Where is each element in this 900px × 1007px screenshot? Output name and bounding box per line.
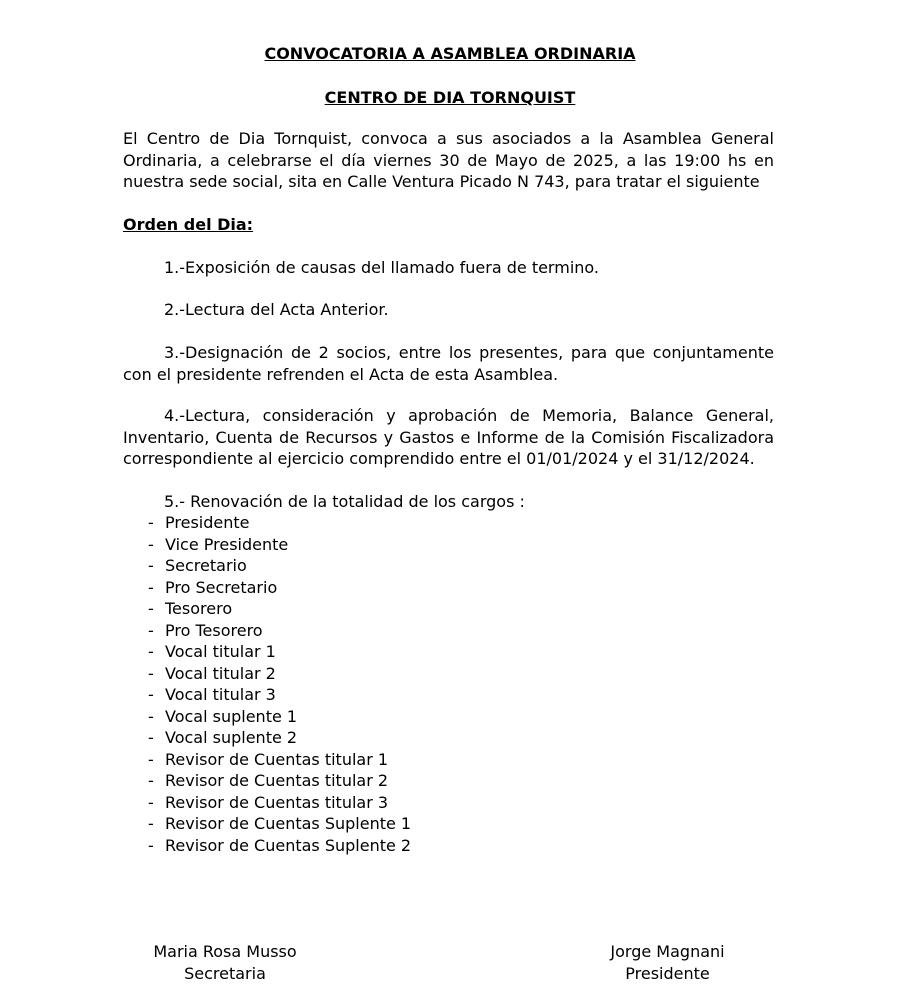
cargo-label: Pro Tesorero <box>165 620 263 640</box>
list-item <box>148 534 411 556</box>
list-bullet: - <box>148 556 154 575</box>
document-subtitle: CENTRO DE DIA TORNQUIST <box>324 88 576 107</box>
list-item <box>148 641 411 663</box>
list-item <box>148 835 411 857</box>
list-item <box>148 684 411 706</box>
list-item <box>148 663 411 685</box>
signature-block-secretaria <box>140 941 310 984</box>
signature-name: Maria Rosa Musso <box>153 942 297 961</box>
agenda-item-1: 1.-Exposición de causas del llamado fuera de termino. <box>164 258 599 277</box>
cargo-label: Secretario <box>165 556 247 575</box>
cargo-label: Pro Secretario <box>165 577 278 597</box>
cargo-label: Vocal titular 3 <box>165 685 276 704</box>
list-item <box>148 512 411 534</box>
intro-paragraph: El Centro de Dia Tornquist, convoca a sus asociados a la Asamblea General Ordinaria, a celebrarse el día viernes 30 de Mayo de 2025, a las 19:00 hs en nuestra sede social, sita en Calle Ventura Picado N 743, para tratar el siguiente <box>123 129 774 191</box>
cargo-label: Revisor de Cuentas Suplente 2 <box>165 835 412 855</box>
list-bullet: - <box>148 792 154 812</box>
list-item <box>148 555 411 577</box>
agenda-item-3: 3.-Designación de 2 socios, entre los presentes, para que conjuntamente con el presidente refrenden el Acta de esta Asamblea. <box>123 343 774 384</box>
list-bullet: - <box>148 835 154 855</box>
cargo-label: Vice Presidente <box>165 534 289 554</box>
cargo-label: Revisor de Cuentas titular 2 <box>165 771 389 790</box>
list-bullet: - <box>148 749 154 769</box>
agenda-item-4: 4.-Lectura, consideración y aprobación de Memoria, Balance General, Inventario, Cuenta de Recursos y Gastos e Informe de la Comisión Fiscalizadora correspondiente al ejercicio comprendido entre el 01/01/2024 y el 31/12/2024. <box>123 406 774 468</box>
signature-role: Presidente <box>625 963 710 983</box>
list-item <box>148 598 411 620</box>
cargo-label: Revisor de Cuentas titular 1 <box>165 749 389 769</box>
list-bullet: - <box>148 685 154 704</box>
cargo-label: Tesorero <box>165 599 233 618</box>
agenda-item-2: 2.-Lectura del Acta Anterior. <box>164 300 389 319</box>
cargo-label: Vocal suplente 2 <box>165 728 298 747</box>
cargo-label: Revisor de Cuentas titular 3 <box>165 792 389 812</box>
agenda-heading: Orden del Dia: <box>123 215 254 234</box>
list-bullet: - <box>148 642 154 661</box>
document-title: CONVOCATORIA A ASAMBLEA ORDINARIA <box>264 44 636 63</box>
list-bullet: - <box>148 577 154 597</box>
list-bullet: - <box>148 663 154 683</box>
list-bullet: - <box>148 706 154 726</box>
signature-block-presidente <box>585 941 750 984</box>
list-bullet: - <box>148 728 154 747</box>
cargo-label: Vocal titular 2 <box>165 663 276 683</box>
cargos-list <box>148 512 411 856</box>
list-bullet: - <box>148 513 154 532</box>
list-item <box>148 792 411 814</box>
cargo-label: Presidente <box>165 513 250 532</box>
cargo-label: Revisor de Cuentas Suplente 1 <box>165 814 412 833</box>
list-item <box>148 727 411 749</box>
list-item <box>148 706 411 728</box>
list-item <box>148 749 411 771</box>
list-item <box>148 770 411 792</box>
signature-name: Jorge Magnani <box>610 942 725 961</box>
list-item <box>148 620 411 642</box>
list-bullet: - <box>148 534 154 554</box>
cargo-label: Vocal titular 1 <box>165 642 276 661</box>
list-item <box>148 813 411 835</box>
list-bullet: - <box>148 771 154 790</box>
list-bullet: - <box>148 620 154 640</box>
list-bullet: - <box>148 814 154 833</box>
list-bullet: - <box>148 599 154 618</box>
agenda-item-5: 5.- Renovación de la totalidad de los cargos : <box>164 492 525 511</box>
cargo-label: Vocal suplente 1 <box>165 706 298 726</box>
list-item <box>148 577 411 599</box>
signature-role: Secretaria <box>184 963 266 983</box>
